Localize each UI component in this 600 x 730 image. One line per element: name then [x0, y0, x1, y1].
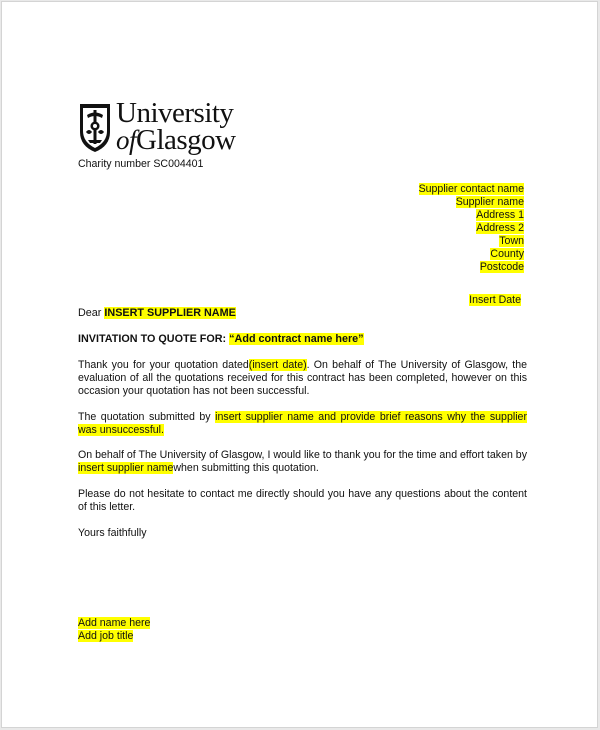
wordmark-line1: University: [116, 97, 234, 129]
paragraph-text: when submitting this quotation.: [173, 462, 319, 474]
address-line: Supplier name: [455, 196, 524, 208]
paragraph-contact: Please do not hesitate to contact me directly should you have any questions about the content of this letter.: [78, 488, 527, 513]
reasons-placeholder: insert supplier name and provide brief reasons why the supplier was unsuccessful.: [78, 411, 527, 436]
address-line: Address 2: [476, 222, 524, 234]
letter-date: [469, 294, 521, 307]
supplier-address-block: [419, 183, 524, 274]
invitation-label: INVITATION TO QUOTE FOR:: [78, 333, 227, 345]
letter-page: [1, 1, 598, 728]
supplier-name-placeholder: insert supplier name: [78, 462, 174, 474]
university-wordmark: [116, 97, 256, 156]
crest-icon: [78, 102, 112, 154]
wordmark-of: of: [116, 125, 137, 155]
date-placeholder: Insert Date: [469, 294, 521, 306]
paragraph-text: . On behalf of The University of Glasgow, the evaluation of all the quotations received for this contract has been completed, however on this occasion your quotation has not been successful.: [78, 359, 528, 397]
wordmark-glasgow: Glasgow: [136, 124, 236, 156]
address-line: Address 1: [476, 209, 524, 221]
greeting: [78, 307, 236, 320]
address-line: Town: [499, 235, 524, 247]
greeting-dear: Dear: [78, 307, 102, 319]
invitation-heading: [78, 333, 364, 346]
signature-name: Add name here: [78, 617, 151, 629]
paragraph-text: The quotation submitted by: [78, 411, 216, 423]
paragraph-text: On behalf of The University of Glasgow, I would like to thank you for the time and effort taken by: [78, 449, 527, 461]
paragraph-quotation-result: [78, 359, 527, 398]
invitation-contract-name: “Add contract name here”: [229, 333, 364, 345]
closing: Yours faithfully: [78, 527, 147, 539]
paragraph-reasons: [78, 411, 527, 437]
quotation-date-placeholder: (insert date): [248, 359, 307, 371]
wordmark-line2: [116, 124, 256, 156]
address-line: Postcode: [479, 261, 524, 273]
greeting-supplier-name: INSERT SUPPLIER NAME: [104, 307, 236, 319]
signature-block: [78, 617, 150, 643]
address-line: County: [490, 248, 524, 260]
charity-number: Charity number SC004401: [78, 158, 204, 170]
signature-title: Add job title: [78, 630, 134, 642]
paragraph-thanks: [78, 449, 527, 475]
address-line: Supplier contact name: [418, 183, 524, 195]
paragraph-text: Thank you for your quotation dated: [78, 359, 249, 371]
